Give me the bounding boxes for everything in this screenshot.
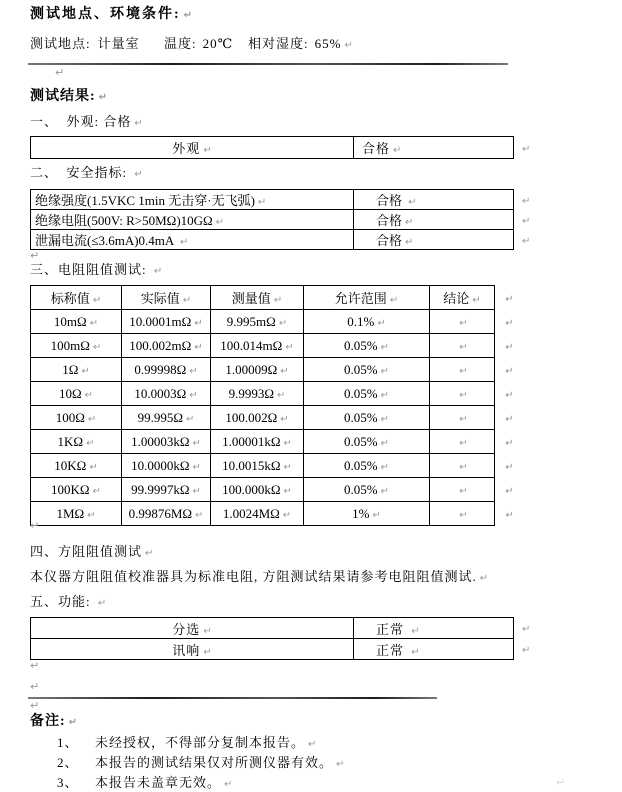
resistance-table bbox=[30, 285, 517, 526]
cell-end-mark: ↵ bbox=[459, 341, 468, 353]
table-cell: 绝缘电阻(500V: R>50MΩ)10GΩ ↵ bbox=[31, 210, 354, 230]
remark-text: 本报告的测试结果仅对所测仪器有效。 bbox=[95, 755, 334, 770]
cell-end-mark: ↵ bbox=[393, 145, 402, 156]
paragraph-mark: ↵ bbox=[336, 759, 345, 770]
table-cell: 1MΩ ↵ bbox=[31, 502, 122, 526]
table-cell: 0.05% ↵ bbox=[304, 478, 430, 502]
table-cell: 1.00003kΩ ↵ bbox=[122, 430, 211, 454]
table-cell: 100.002mΩ ↵ bbox=[122, 334, 211, 358]
cell-end-mark: ↵ bbox=[459, 413, 468, 425]
paragraph-mark: ↵ bbox=[556, 776, 566, 789]
remark-text-wrap bbox=[95, 775, 232, 792]
remark-number: 2、 bbox=[57, 755, 79, 770]
row-end-mark: ↵ bbox=[505, 389, 514, 401]
section4-note bbox=[30, 569, 488, 587]
table-row bbox=[31, 310, 517, 334]
cell-end-mark: ↵ bbox=[283, 437, 292, 449]
remark-item bbox=[30, 755, 590, 771]
remark-text: 本报告未盖章无效。 bbox=[95, 775, 222, 790]
paragraph-mark: ↵ bbox=[30, 680, 40, 693]
cell-end-mark: ↵ bbox=[283, 461, 292, 473]
cell-end-mark: ↵ bbox=[459, 365, 468, 377]
cell-end-mark: ↵ bbox=[189, 365, 198, 377]
remark-text-wrap bbox=[95, 755, 344, 773]
table-cell bbox=[430, 406, 495, 430]
table-cell: 100mΩ ↵ bbox=[31, 334, 122, 358]
row-end-mark: ↵ bbox=[505, 317, 514, 329]
cell-end-mark: ↵ bbox=[380, 365, 389, 377]
paragraph-mark: ↵ bbox=[153, 266, 163, 277]
cell-end-mark: ↵ bbox=[459, 461, 468, 473]
section5-heading bbox=[30, 594, 106, 612]
table-cell: 0.05% ↵ bbox=[304, 358, 430, 382]
cell-end-mark: ↵ bbox=[285, 341, 294, 353]
section4-note-text: 本仪器方阻阻值校准器具为标准电阻, 方阻测试结果请参考电阻阻值测试. bbox=[30, 569, 477, 584]
table-cell: 允许范围 ↵ bbox=[304, 286, 430, 310]
cell-end-mark: ↵ bbox=[277, 389, 286, 401]
table-cell: 测量值 ↵ bbox=[211, 286, 304, 310]
cell-end-mark: ↵ bbox=[194, 317, 203, 329]
table-cell: 100.000kΩ ↵ bbox=[211, 478, 304, 502]
table-cell: 0.1% ↵ bbox=[304, 310, 430, 334]
table-cell: 100Ω ↵ bbox=[31, 406, 122, 430]
appearance-table bbox=[30, 136, 536, 159]
env-temperature bbox=[164, 36, 233, 52]
table-cell bbox=[430, 454, 495, 478]
section4-heading bbox=[30, 544, 153, 562]
cell-end-mark: ↵ bbox=[459, 389, 468, 401]
table-cell: 合格 ↵ bbox=[354, 137, 514, 159]
table-row bbox=[31, 639, 536, 660]
table-cell: 实际值 ↵ bbox=[122, 286, 211, 310]
section1-heading-text: 一、 外观: 合格 bbox=[30, 114, 132, 129]
table-cell: 100.014mΩ ↵ bbox=[211, 334, 304, 358]
cell-end-mark: ↵ bbox=[380, 389, 389, 401]
temp-value: 20℃ bbox=[202, 36, 234, 51]
table-cell bbox=[430, 334, 495, 358]
functions-table bbox=[30, 617, 536, 660]
row-end-mark: ↵ bbox=[505, 509, 514, 521]
cell-end-mark: ↵ bbox=[203, 145, 212, 156]
table-cell: 0.05% ↵ bbox=[304, 382, 430, 406]
section5-heading-text: 五、功能: bbox=[30, 594, 95, 609]
table-cell: 0.05% ↵ bbox=[304, 454, 430, 478]
cell-end-mark: ↵ bbox=[87, 509, 96, 521]
cell-end-mark: ↵ bbox=[189, 389, 198, 401]
cell-end-mark: ↵ bbox=[192, 461, 201, 473]
table-cell bbox=[430, 502, 495, 526]
remark-text: 未经授权，不得部分复制本报告。 bbox=[95, 735, 306, 750]
table-row bbox=[31, 190, 536, 210]
cell-end-mark: ↵ bbox=[179, 237, 189, 248]
table-cell: 99.995Ω ↵ bbox=[122, 406, 211, 430]
row-end-mark: ↵ bbox=[505, 413, 514, 425]
cell-end-mark: ↵ bbox=[459, 437, 468, 449]
cell-end-mark: ↵ bbox=[192, 437, 201, 449]
cell-end-mark: ↵ bbox=[411, 646, 420, 658]
cell-end-mark: ↵ bbox=[186, 413, 195, 425]
section3-heading-text: 三、电阻阻值测试: bbox=[30, 262, 151, 277]
humidity-value: 65% bbox=[314, 36, 342, 51]
table-row bbox=[31, 454, 517, 478]
paragraph-mark: ↵ bbox=[97, 598, 107, 609]
table-cell: 10.0003Ω ↵ bbox=[122, 382, 211, 406]
table-cell: 泄漏电流(≤3.6mA)0.4mA ↵ bbox=[31, 230, 354, 250]
cell-end-mark: ↵ bbox=[389, 295, 399, 306]
table-row bbox=[31, 334, 517, 358]
paragraph-mark: ↵ bbox=[55, 66, 65, 79]
paragraph-mark: ↵ bbox=[183, 10, 193, 21]
table-row bbox=[31, 137, 536, 159]
table-cell: 正常 ↵ bbox=[354, 618, 514, 639]
paragraph-mark: ↵ bbox=[145, 548, 154, 559]
temp-label: 温度: bbox=[164, 36, 197, 51]
section2-heading-text: 二、 安全指标: bbox=[30, 165, 132, 180]
cell-end-mark: ↵ bbox=[459, 485, 468, 497]
cell-end-mark: ↵ bbox=[278, 317, 288, 329]
cell-end-mark: ↵ bbox=[280, 413, 289, 425]
paragraph-mark: ↵ bbox=[30, 699, 40, 712]
section1-heading bbox=[30, 114, 143, 132]
humidity-label: 相对湿度: bbox=[248, 36, 309, 51]
table-row bbox=[31, 502, 517, 526]
cell-end-mark: ↵ bbox=[459, 509, 468, 521]
table-cell: 1Ω ↵ bbox=[31, 358, 122, 382]
location-label: 测试地点: bbox=[30, 36, 91, 51]
table-row bbox=[31, 618, 536, 639]
row-end-mark: ↵ bbox=[505, 365, 514, 377]
table-row bbox=[31, 478, 517, 502]
table-row bbox=[31, 210, 536, 230]
paragraph-mark: ↵ bbox=[344, 40, 353, 51]
cell-end-mark: ↵ bbox=[203, 625, 212, 637]
remark-text-wrap bbox=[95, 735, 316, 753]
table-cell: 10.0001mΩ ↵ bbox=[122, 310, 211, 334]
table-row bbox=[31, 230, 536, 250]
paragraph-mark: ↵ bbox=[98, 92, 108, 103]
cell-end-mark: ↵ bbox=[405, 237, 414, 248]
cell-end-mark: ↵ bbox=[380, 341, 389, 353]
cell-end-mark: ↵ bbox=[195, 509, 204, 521]
table-cell: 10.0015kΩ ↵ bbox=[211, 454, 304, 478]
cell-end-mark: ↵ bbox=[203, 646, 212, 658]
cell-end-mark: ↵ bbox=[380, 461, 389, 473]
table-cell: 分选 ↵ bbox=[31, 618, 354, 639]
table-cell: 10.0000kΩ ↵ bbox=[122, 454, 211, 478]
cell-end-mark: ↵ bbox=[92, 485, 101, 497]
row-end-mark: ↵ bbox=[522, 195, 531, 207]
cell-end-mark: ↵ bbox=[84, 389, 94, 401]
table-cell: 结论 ↵ bbox=[430, 286, 495, 310]
paragraph-mark: ↵ bbox=[479, 573, 489, 584]
row-end-mark: ↵ bbox=[505, 341, 514, 353]
table-row bbox=[31, 358, 517, 382]
table-cell: 9.9993Ω ↵ bbox=[211, 382, 304, 406]
horizontal-rule-bottom bbox=[28, 697, 437, 699]
horizontal-rule-top bbox=[28, 63, 508, 65]
cell-end-mark: ↵ bbox=[459, 317, 468, 329]
table-cell: 10Ω ↵ bbox=[31, 382, 122, 406]
table-cell: 合格 ↵ bbox=[354, 230, 514, 250]
paragraph-mark: ↵ bbox=[30, 519, 40, 532]
table-cell: 0.05% ↵ bbox=[304, 430, 430, 454]
env-humidity bbox=[248, 36, 353, 54]
table-cell: 9.995mΩ ↵ bbox=[211, 310, 304, 334]
table-cell: 0.05% ↵ bbox=[304, 406, 430, 430]
row-end-mark: ↵ bbox=[522, 215, 531, 227]
table-cell: 合格 ↵ bbox=[354, 190, 514, 210]
results-title bbox=[30, 88, 107, 106]
table-cell: 1.0024MΩ ↵ bbox=[211, 502, 304, 526]
row-end-mark: ↵ bbox=[505, 293, 514, 305]
results-title-text: 测试结果: bbox=[30, 89, 96, 104]
table-cell: 1.00009Ω ↵ bbox=[211, 358, 304, 382]
row-end-mark: ↵ bbox=[505, 485, 514, 497]
doc-title bbox=[30, 6, 192, 24]
section4-heading-text: 四、方阻阻值测试 bbox=[30, 544, 143, 559]
remark-number: 3、 bbox=[57, 775, 79, 790]
table-cell: 正常 ↵ bbox=[354, 639, 514, 660]
table-row bbox=[31, 286, 517, 310]
env-location bbox=[30, 36, 140, 52]
table-cell: 100.002Ω ↵ bbox=[211, 406, 304, 430]
table-row bbox=[31, 406, 517, 430]
cell-end-mark: ↵ bbox=[411, 625, 420, 637]
row-end-mark: ↵ bbox=[522, 624, 531, 635]
paragraph-mark: ↵ bbox=[30, 249, 40, 262]
cell-end-mark: ↵ bbox=[380, 413, 389, 425]
cell-end-mark: ↵ bbox=[408, 197, 417, 208]
paragraph-mark: ↵ bbox=[30, 659, 40, 672]
table-row bbox=[31, 430, 517, 454]
row-end-mark: ↵ bbox=[522, 143, 531, 155]
table-cell bbox=[430, 310, 495, 334]
table-cell: 绝缘强度(1.5VKC 1min 无击穿·无飞弧) ↵ bbox=[31, 190, 354, 210]
cell-end-mark: ↵ bbox=[283, 485, 292, 497]
section2-heading bbox=[30, 165, 143, 183]
remark-number: 1、 bbox=[57, 735, 79, 750]
table-cell: 10KΩ ↵ bbox=[31, 454, 122, 478]
table-cell: 0.05% ↵ bbox=[304, 334, 430, 358]
row-end-mark: ↵ bbox=[505, 437, 514, 449]
row-end-mark: ↵ bbox=[505, 461, 514, 473]
remark-item bbox=[30, 735, 590, 751]
location-value: 计量室 bbox=[97, 36, 140, 51]
cell-end-mark: ↵ bbox=[92, 341, 102, 353]
table-cell bbox=[430, 382, 495, 406]
cell-end-mark: ↵ bbox=[380, 485, 389, 497]
table-cell: 100KΩ ↵ bbox=[31, 478, 122, 502]
table-cell: 1% ↵ bbox=[304, 502, 430, 526]
section3-heading bbox=[30, 262, 162, 280]
cell-end-mark: ↵ bbox=[87, 413, 97, 425]
row-end-mark: ↵ bbox=[522, 235, 531, 247]
remark-item bbox=[30, 775, 590, 791]
cell-end-mark: ↵ bbox=[215, 217, 225, 228]
cell-end-mark: ↵ bbox=[194, 341, 203, 353]
cell-end-mark: ↵ bbox=[182, 295, 192, 306]
cell-end-mark: ↵ bbox=[81, 365, 90, 377]
remarks-title bbox=[30, 713, 77, 731]
table-cell: 合格 ↵ bbox=[354, 210, 514, 230]
table-cell: 讯响 ↵ bbox=[31, 639, 354, 660]
table-cell: 标称值 ↵ bbox=[31, 286, 122, 310]
env-line bbox=[30, 36, 600, 53]
table-cell bbox=[430, 430, 495, 454]
table-row bbox=[31, 382, 517, 406]
table-cell: 外观 ↵ bbox=[31, 137, 354, 159]
cell-end-mark: ↵ bbox=[273, 295, 283, 306]
table-cell: 10mΩ ↵ bbox=[31, 310, 122, 334]
cell-end-mark: ↵ bbox=[280, 365, 289, 377]
paragraph-mark: ↵ bbox=[308, 739, 317, 750]
table-cell: 0.99876MΩ ↵ bbox=[122, 502, 211, 526]
cell-end-mark: ↵ bbox=[377, 317, 386, 329]
cell-end-mark: ↵ bbox=[380, 437, 389, 449]
safety-table bbox=[30, 189, 536, 250]
cell-end-mark: ↵ bbox=[282, 509, 292, 521]
paragraph-mark: ↵ bbox=[134, 169, 143, 180]
cell-end-mark: ↵ bbox=[86, 437, 95, 449]
cell-end-mark: ↵ bbox=[89, 317, 99, 329]
table-cell bbox=[430, 358, 495, 382]
doc-title-text: 测试地点、环境条件: bbox=[30, 7, 181, 22]
table-cell bbox=[430, 478, 495, 502]
paragraph-mark: ↵ bbox=[68, 717, 78, 728]
cell-end-mark: ↵ bbox=[372, 509, 381, 521]
paragraph-mark: ↵ bbox=[134, 118, 143, 129]
table-cell: 1.00001kΩ ↵ bbox=[211, 430, 304, 454]
cell-end-mark: ↵ bbox=[89, 461, 98, 473]
cell-end-mark: ↵ bbox=[405, 217, 414, 228]
row-end-mark: ↵ bbox=[522, 645, 531, 656]
cell-end-mark: ↵ bbox=[472, 295, 481, 306]
cell-end-mark: ↵ bbox=[257, 197, 267, 208]
cell-end-mark: ↵ bbox=[192, 485, 201, 497]
paragraph-mark: ↵ bbox=[224, 779, 233, 790]
remarks-title-text: 备注: bbox=[30, 714, 66, 729]
table-cell: 99.9997kΩ ↵ bbox=[122, 478, 211, 502]
table-cell: 1KΩ ↵ bbox=[31, 430, 122, 454]
cell-end-mark: ↵ bbox=[92, 295, 102, 306]
table-cell: 0.99998Ω ↵ bbox=[122, 358, 211, 382]
